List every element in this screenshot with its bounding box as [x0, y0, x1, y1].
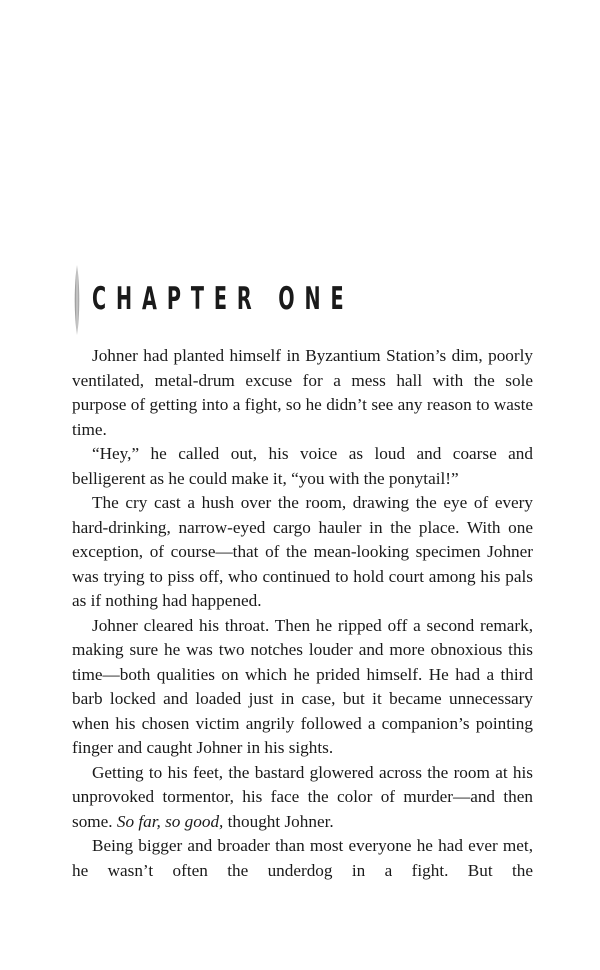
paragraph-text: Getting to his feet, the bastard glowered across the room at his unprovoked tormentor, his face the color of murder—and then some.: [72, 762, 533, 831]
paragraph: The cry cast a hush over the room, drawing the eye of every hard-drinking, narrow-eyed cargo hauler in the place. With one exception, of course—that of the mean-looking specimen Johner was trying to piss off, who continued to hold court among his pals as if nothing had happened.: [72, 493, 533, 610]
chapter-header: [72, 265, 372, 335]
paragraph: Being bigger and broader than most everyone he had ever met, he wasn’t often the underdog in a fight. But the: [72, 836, 533, 880]
paragraph: [72, 761, 533, 835]
chapter-title: CHAPTER ONE: [92, 281, 354, 317]
chapter-body: [72, 344, 533, 883]
paragraph-text: thought Johner.: [223, 811, 334, 831]
paragraph: Johner cleared his throat. Then he ripped off a second remark, making sure he was two notches louder and more obnoxious this time—both qualities on which he prided himself. He had a third barb locked and loaded just in case, but it became unnecessary when his chosen victim angrily followed a companion’s pointing finger and caught Johner in his sights.: [72, 615, 533, 757]
paragraph: Johner had planted himself in Byzantium Station’s dim, poorly ventilated, metal-drum excuse for a mess hall with the sole purpose of getting into a fight, so he didn’t see any reason to waste time.: [72, 346, 533, 439]
paragraph: “Hey,” he called out, his voice as loud and coarse and belligerent as he could make it, “you with the ponytail!”: [72, 444, 533, 488]
italic-thought: So far, so good,: [116, 811, 224, 831]
chapter-ornament-icon: [72, 265, 82, 335]
